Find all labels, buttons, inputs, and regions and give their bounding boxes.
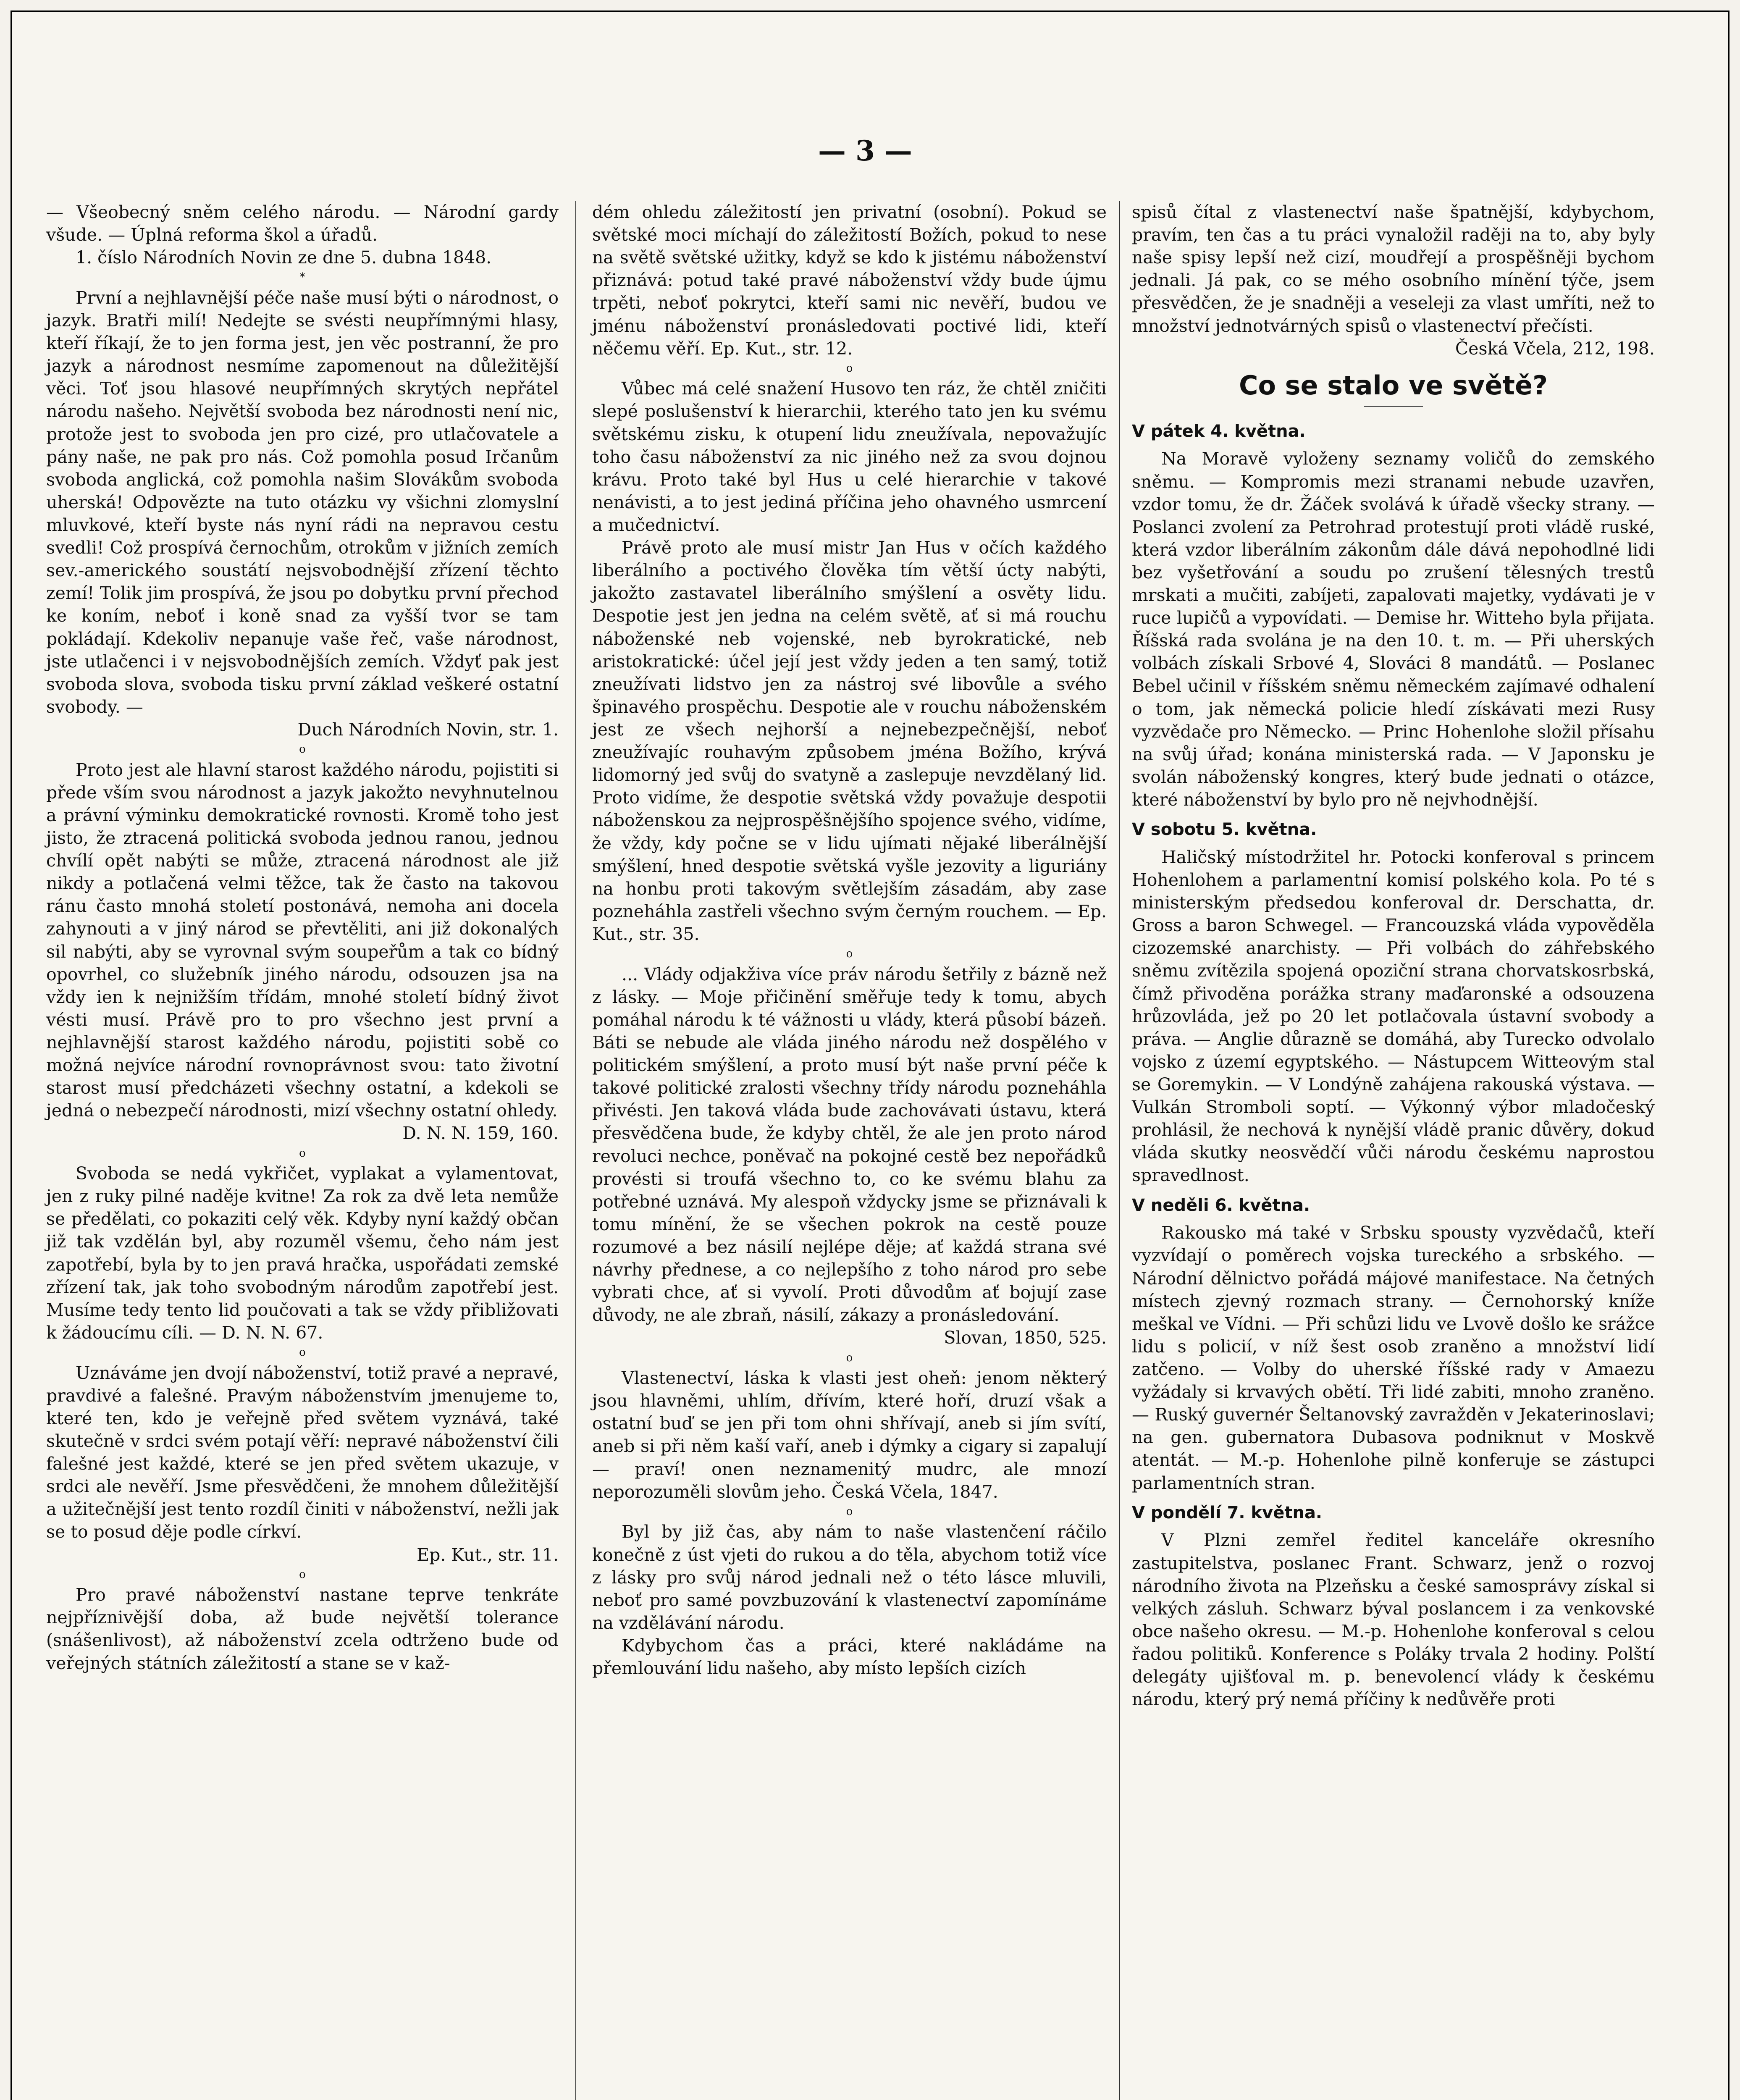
section-ornament: *: [299, 271, 305, 284]
column-divider: [575, 201, 576, 2100]
column-middle: [592, 201, 1107, 2100]
article-paragraph: Uznáváme jen dvojí náboženství, totiž pravé a nepravé, pravdivé a falešné. Pravým náboženstvím jmenujeme to, které ten, kdo je veřejně před světem vyznává, také skutečně v srdci svém potají věří: nepravé náboženství čili falešné jest každé, které se jen před světem ukazuje, v srdci ale nevěří. Jsme přesvědčeni, že mnohem důležitější a užitečnější jest tento rozdíl činiti v náboženství, nežli jak se to posud děje podle církví.: [46, 1362, 559, 1542]
section-ornament: o: [846, 1351, 853, 1364]
source-citation: Ep. Kut., str. 11.: [417, 1544, 559, 1565]
date-heading: V pondělí 7. května.: [1132, 1503, 1323, 1522]
section-ornament: o: [299, 1568, 306, 1581]
article-paragraph: Vůbec má celé snažení Husovo ten ráz, že chtěl zničiti slepé poslušenství k hierarchii, kterého tato jen ku svému světskému zisku, k otupení lidu zneužívala, nepovažujíc toho času náboženství za nic jiného než za svou dojnou krávu. Proto také byl Hus u celé hierarchie v takové nenávisti, a to jest jediná příčina jeho ohavného usmrcení a mučednictví.: [592, 378, 1107, 536]
article-paragraph: Pro pravé náboženství nastane teprve tenkráte nejpříznivější doba, až bude největší tolerance (snášenlivost), až náboženství zcela odtrženo bude od veřejných státních záležitostí a stane se v kaž-: [46, 1585, 559, 1673]
section-ornament: o: [846, 362, 853, 375]
column-right: [1132, 201, 1655, 2100]
column-left: [46, 201, 559, 2100]
section-ornament: o: [846, 1505, 853, 1518]
section-heading: Co se stalo ve světě?: [1239, 370, 1548, 401]
section-ornament: o: [846, 948, 853, 961]
date-heading: V sobotu 5. května.: [1132, 820, 1317, 840]
article-paragraph: ... Vlády odjakživa více práv národu šetřily z bázně než z lásky. — Moje přičinění směřuje tedy k tomu, abych pomáhal národu k té vážnosti u vlády, která působí bázeň. Báti se nebude ale vláda jiného národu než dospělého v politickém smýšlení, a proto musí být naše první péče k takové politické zralosti všechny třídy národu pozneháhla přivésti. Jen taková vláda bude zachovávati ústavu, která přesvědčena bude, že kdyby chtěl, že ale jen proto národ revoluci nechce, poněvač na pokojné cestě bez nepořádků provésti si troufá všechno to, co ke svému blahu za potřebné uznává. My alespoň vždycky jsme se přiznávali k tomu mínění, že se všechen pokrok na cestě pouze rozumové a bez násilí nejlépe děje; ať každá strana své návrhy přednese, a co nejlepšího z toho národ pro sebe vybrati chce, ať si vyvolí. Proti důvodům ať bojují zase důvody, ne ale zbraň, násilí, zákazy a pronásledování.: [592, 964, 1107, 1326]
page-number: — 3 —: [818, 134, 912, 167]
section-ornament: o: [299, 1147, 306, 1160]
source-citation: Slovan, 1850, 525.: [944, 1328, 1107, 1348]
article-paragraph: Vlastenectví, láska k vlasti jest oheň: jenom některý jsou hlavněmi, uhlím, dřívím, které hoří, druzí však a ostatní buď se jen při tom ohni shřívají, aneb si jím svítí, aneb si při něm kaší vaří, aneb i dýmky a cigary si zapalují — praví! onen neznamenitý mudrc, ale mnozí neporozuměli slovům jeho. Česká Včela, 1847.: [592, 1368, 1107, 1502]
article-paragraph: spisů čítal z vlastenectví naše špatnější, kdybychom, pravím, ten čas a tu práci vynaložil raději na to, aby byly naše spisy lepší než cizí, moudřejí a prospěšněji bychom jednali. Já pak, co se mého osobního mínění týče, jsem přesvědčen, že je snadněji a veseleji za vlast umříti, než to množství jednotvárných spisů o vlastenectví přečísti.: [1132, 202, 1655, 336]
article-paragraph: Haličský místodržitel hr. Potocki konferoval s princem Hohenlohem a parlamentní komisí polského kola. Po té s ministerským předsedou konferoval dr. Derschatta, dr. Gross a baron Schwegel. — Francouzská vláda vypověděla cizozemské anarchisty. — Při volbách do záhřebského sněmu zvítězila spojená opoziční strana chorvatskosrbská, čímž přivoděna porážka strany maďaronské a odsouzena hrůzovláda, jež po 20 let potlačovala ústavní svobody a práva. — Anglie důrazně se domáhá, aby Turecko odvolalo vojsko z území egyptského. — Nástupcem Witteovým stal se Goremykin. — V Londýně zahájena rakouská výstava. — Vulkán Stromboli soptí. — Výkonný výbor mladočeský prohlásil, že nechová k nynější vládě pranic důvěry, dokud vláda skutky neosvědčí vůči národu českému naprostou spravedlnost.: [1132, 847, 1655, 1186]
article-paragraph: Rakousko má také v Srbsku spousty vyzvědačů, kteří vyzvídají o poměrech vojska tureckého a srbského. — Národní dělnictvo pořádá májové manifestace. Na četných místech zjevný rozmach strany. — Černohorský kníže meškal ve Vídni. — Při schůzi lidu ve Lvově došlo ke srážce lidu s policií, v níž šest osob zraněno a množství lidí zatčeno. — Volby do uherské říšské rady v Amaezu vyžádaly si krvavých obětí. Tři lidé zabiti, mnoho zraněno. — Ruský guvernér Šeltanovský zavražděn v Jekaterinoslavi; na gen. gubernatora Dubasova podniknut v Moskvě atentát. — M.-p. Hohenlohe pilně konferuje se zástupci parlamentních stran.: [1132, 1223, 1655, 1493]
article-paragraph: Kdybychom čas a práci, které nakládáme na přemlouvání lidu našeho, aby místo lepších cizích: [592, 1635, 1107, 1679]
source-citation: D. N. N. 159, 160.: [402, 1123, 559, 1144]
date-heading: V neděli 6. května.: [1132, 1195, 1310, 1215]
column-divider: [1119, 201, 1120, 2100]
article-paragraph: Byl by již čas, aby nám to naše vlastenčení ráčilo konečně z úst vjeti do rukou a do těla, abychom totiž více z lásky pro svůj národ jednali než o této lásce mluvili, neboť pro samé povzbuzování k vlastenectví zapomínáme na vzdělávání národu.: [592, 1522, 1107, 1633]
date-heading: V pátek 4. května.: [1132, 421, 1306, 441]
article-paragraph: Na Moravě vyloženy seznamy voličů do zemského sněmu. — Kompromis mezi stranami nebude uzavřen, vzdor tomu, že dr. Žáček svolává k úřadě všecky strany. — Poslanci zvolení za Petrohrad protestují proti vládě ruské, která vzdor liberálním zákonům dále dává nepohodlné lidi bez vyšetřování a soudu po zrušení tělesných trestů mrskati a mučiti, zabíjeti, zapalovati majetky, vydávati je v ruce lupičů a vypovídati. — Demise hr. Witteho byla přijata. Říšská rada svolána je na den 10. t. m. — Při uherských volbách získali Srbové 4, Slováci 8 mandátů. — Poslanec Bebel učinil v říšském sněmu německém zajímavé odhalení o tom, jak německá policie hledí získávati mezi Rusy vyzvědače pro Německo. — Princ Hohenlohe složil přísahu na svůj úřad; konána ministerská rada. — V Japonsku je svolán náboženský kongres, který bude jednati o otázce, které náboženství by bylo pro ně nejvhodnější.: [1132, 449, 1655, 810]
article-paragraph: První a nejhlavnější péče naše musí býti o národnost, o jazyk. Bratři milí! Nedejte se svésti neupřímnými hlasy, kteří říkají, že to jen forma jest, jen věc postranní, že pro jazyk a národnost nesmíme zapomenout na důležitější věci. Toť jsou hlasové neupřímných skrytých nepřátel národu našeho. Největší svoboda bez národnosti není nic, protože jest to svoboda jen pro cizé, pro utlačovatele a pány naše, ne pak pro nás. Což pomohla posud Irčanům svoboda anglická, což pomohla našim Slovákům svoboda uherská! Odpovězte na tuto otázku vy všichni zlomyslní mluvkové, kteří byste nás nyní rádi na nepravou cestu svedli! Což prospívá černochům, otrokům v jižních zemích sev.-amerického soustátí nejsvobodnější zřízení těchto zemí! Tolik jim prospívá, že jsou po dobytku první přechod ke koním, neboť i koně snad za vyšší tvor se tam pokládají. Kdekoliv nepanuje vaše řeč, vaše národnost, jste utlačenci i v nejsvobodnějších zemích. Vždyť pak jest svoboda slova, svoboda tisku první základ veškeré ostatní svobody. —: [46, 287, 559, 717]
article-paragraph: V Plzni zemřel ředitel kanceláře okresního zastupitelstva, poslanec Frant. Schwarz, jenž o rozvoj národního života na Plzeňsku a české samosprávy získal si velkých zásluh. Schwarz býval poslancem i za venkovské obce našeho okresu. — M.-p. Hohenlohe konferoval s celou řadou politiků. Konference s Poláky trvala 2 hodiny. Polští delegáty ujišťoval m. p. benevolencí vlády k českému národu, který prý nemá příčiny k nedůvěře proti: [1132, 1530, 1655, 1710]
article-paragraph: 1. číslo Národních Novin ze dne 5. dubna 1848.: [76, 247, 492, 268]
heading-rule: [1364, 406, 1423, 407]
article-paragraph: dém ohledu záležitostí jen privatní (osobní). Pokud se světské moci míchají do záležitostí Božích, pokud to nese na světě světské užitky, když se kdo k jistému náboženství přiznává: potud také pravé náboženství vždy bude újmu trpěti, neboť pokrytci, kteří sami nic nevěří, budou ve jménu náboženství pronásledovati poctivé lidi, kteří něčemu věří. Ep. Kut., str. 12.: [592, 202, 1107, 359]
article-paragraph: Proto jest ale hlavní starost každého národu, pojistiti si přede vším svou národnost a jazyk jakožto nevyhnutelnou a právní výminku demokratické rovnosti. Kromě toho jest jisto, že ztracená politická svoboda jednou ranou, jednou chvílí opět nabýti se může, ztracená národnost ale již nikdy a potlačená velmi těžce, tak že často na takovou ránu často mnohá století postonává, nemoha ani docela zahynouti a v jiný národ se převtěliti, ani již dokonalých sil nabýti, aby se vyrovnal svým soupeřům a tak co bídný opovrhel, co služebník jiného národu, odsouzen jsa na vždy ien k nejnižším třídám, mnohé století bídný život vésti musí. Právě pro to pro všechno jest první a nejhlavnější starost každého národu, pojistiti sobě co možná nejvíce národní rovnoprávnost svou: tato životní starost musí předcházeti všechny ostatní, a kdekoli se jedná o nebezpečí národnosti, mizí všechny ostatní ohledy.: [46, 759, 559, 1121]
source-citation: Česká Včela, 212, 198.: [1455, 338, 1655, 359]
source-citation: Duch Národních Novin, str. 1.: [297, 719, 559, 740]
article-paragraph: Právě proto ale musí mistr Jan Hus v očích každého liberálního a poctivého člověka tím větší úcty nabýti, jakožto zastavatel liberálního smýšlení a osvěty lidu. Despotie jest jen jedna na celém světě, ať si má rouchu náboženské neb vojenské, neb byrokratické, neb aristokratické: účel její jest vždy jeden a ten samý, totiž zneužívati lidstvo jen za nástroj své libovůle a svého špinavého prospěchu. Despotie ale v rouchu náboženském jest ze všech nejhorší a nejnebezpečnější, neboť zneužívajíc rouhavým způsobem jména Božího, krývá lidomorný jed svůj do svatyně a zaslepuje nevzdělaný lid. Proto vidíme, že despotie světská vždy považuje despotii náboženskou za nejprospěšnějšího spojence svého, vidíme, že vždy, kdy počne se v lidu ujímati nějaké liberálnější smýšlení, hned despotie světská vyšle jezovity a liguriány na honbu proti takovým světlejším zásadám, aby zase pozneháhla zastřeli všechno svým černým rouchem. — Ep. Kut., str. 35.: [592, 538, 1107, 944]
article-paragraph: Svoboda se nedá vykřičet, vyplakat a vylamentovat, jen z ruky pilné naděje kvitne! Za rok za dvě leta nemůže se předělati, co pokaziti celý věk. Kdyby nyní každý občan již tak vzdělán byl, aby rozuměl všemu, čeho nám jest zapotřebí, byla by to jen pravá hračka, uspořádati zemské zřízení tak, jak toho svobodným národům zapotřebí jest. Musíme tedy tento lid poučovati a tak se vždy přibližovati k žádoucímu cíli. — D. N. N. 67.: [46, 1163, 559, 1343]
article-paragraph: — Všeobecný sněm celého národu. — Národní gardy všude. — Úplná reforma škol a úřadů.: [46, 202, 559, 245]
section-ornament: o: [299, 743, 306, 756]
section-ornament: o: [299, 1346, 306, 1359]
